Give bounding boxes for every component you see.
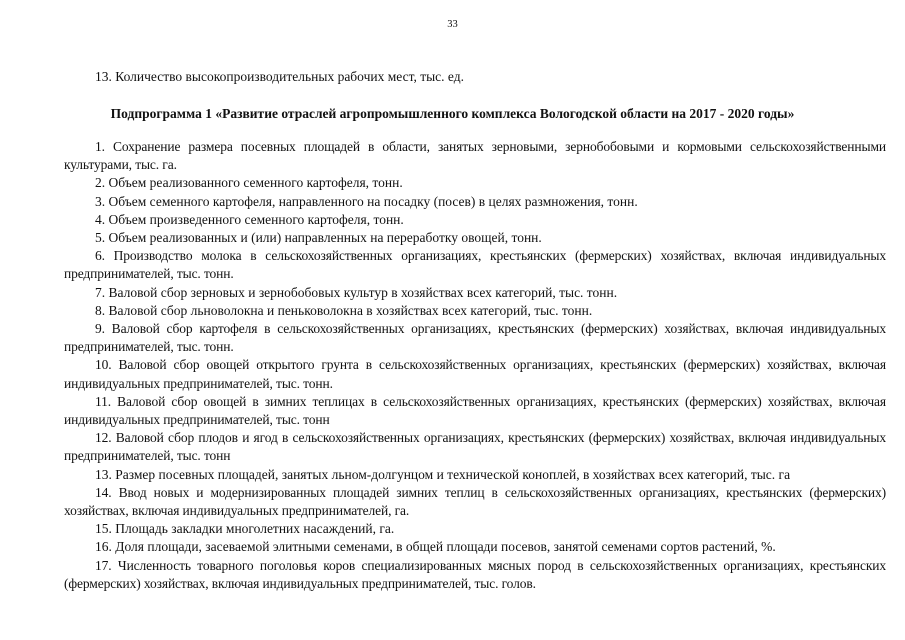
list-item: 6. Производство молока в сельскохозяйственных организациях, крестьянских (фермерских) хозяйствах, включая индивидуальных предпринимателей, тыс. тонн. — [64, 248, 886, 282]
list-item: 14. Ввод новых и модернизированных площадей зимних теплиц в сельскохозяйственных организациях, крестьянских (фермерских) хозяйствах, включая индивидуальных предпринимателей, га. — [64, 484, 886, 519]
list-item: 11. Валовой сбор овощей в зимних теплицах в сельскохозяйственных организациях, крестьянских (фермерских) хозяйствах, включая индивидуальных предпринимателей, тыс. тонн — [64, 393, 886, 428]
list-item: 12. Валовой сбор плодов и ягод в сельскохозяйственных организациях, крестьянских (фермерских) хозяйствах, включая индивидуальных предпринимателей, тыс. тонн — [64, 430, 886, 464]
list-item: 7. Валовой сбор зерновых и зернобобовых культур в хозяйствах всех категорий, тыс. тонн. — [95, 284, 618, 300]
list-item: 15. Площадь закладки многолетних насаждений, га. — [95, 521, 395, 537]
list-item: 13. Размер посевных площадей, занятых льном-долгунцом и технической коноплей, в хозяйствах всех категорий, тыс. га — [95, 466, 791, 482]
list-item: 2. Объем реализованного семенного картофеля, тонн. — [95, 175, 403, 191]
list-item: 16. Доля площади, засеваемой элитными семенами, в общей площади посевов, занятой семенами сортов растений, %. — [95, 539, 776, 555]
page-number: 33 — [447, 19, 458, 30]
list-item: 3. Объем семенного картофеля, направленного на посадку (посев) в целях размножения, тонн. — [95, 193, 638, 209]
list-item: 17. Численность товарного поголовья коров специализированных мясных пород в сельскохозяйственных организациях, крестьянских (фермерских) хозяйствах, включая индивидуальных предпринимателей, тыс. голов. — [64, 557, 886, 591]
list-item: 10. Валовой сбор овощей открытого грунта в сельскохозяйственных организациях, крестьянских (фермерских) хозяйствах, включая индивидуальных предпринимателей, тыс. тонн. — [64, 357, 886, 391]
list-item: 5. Объем реализованных и (или) направленных на переработку овощей, тонн. — [95, 230, 542, 246]
list-item: 8. Валовой сбор льноволокна и пеньковолокна в хозяйствах всех категорий, тыс. тонн. — [95, 302, 593, 318]
list-item: 4. Объем произведенного семенного картофеля, тонн. — [95, 211, 404, 227]
list-item: 9. Валовой сбор картофеля в сельскохозяйственных организациях, крестьянских (фермерских) хозяйствах, включая индивидуальных предпринимателей, тыс. тонн. — [64, 321, 886, 355]
subprogram-heading: Подпрограмма 1 «Развитие отраслей агропромышленного комплекса Вологодской области на 2017 - 2020 годы» — [110, 106, 795, 121]
list-item: 1. Сохранение размера посевных площадей в области, занятых зерновыми, зернобобовыми и кормовыми сельскохозяйственными культурами, тыс. га. — [64, 139, 886, 173]
intro-list-item: 13. Количество высокопроизводительных рабочих мест, тыс. ед. — [95, 69, 464, 84]
indicator-list — [64, 138, 886, 593]
